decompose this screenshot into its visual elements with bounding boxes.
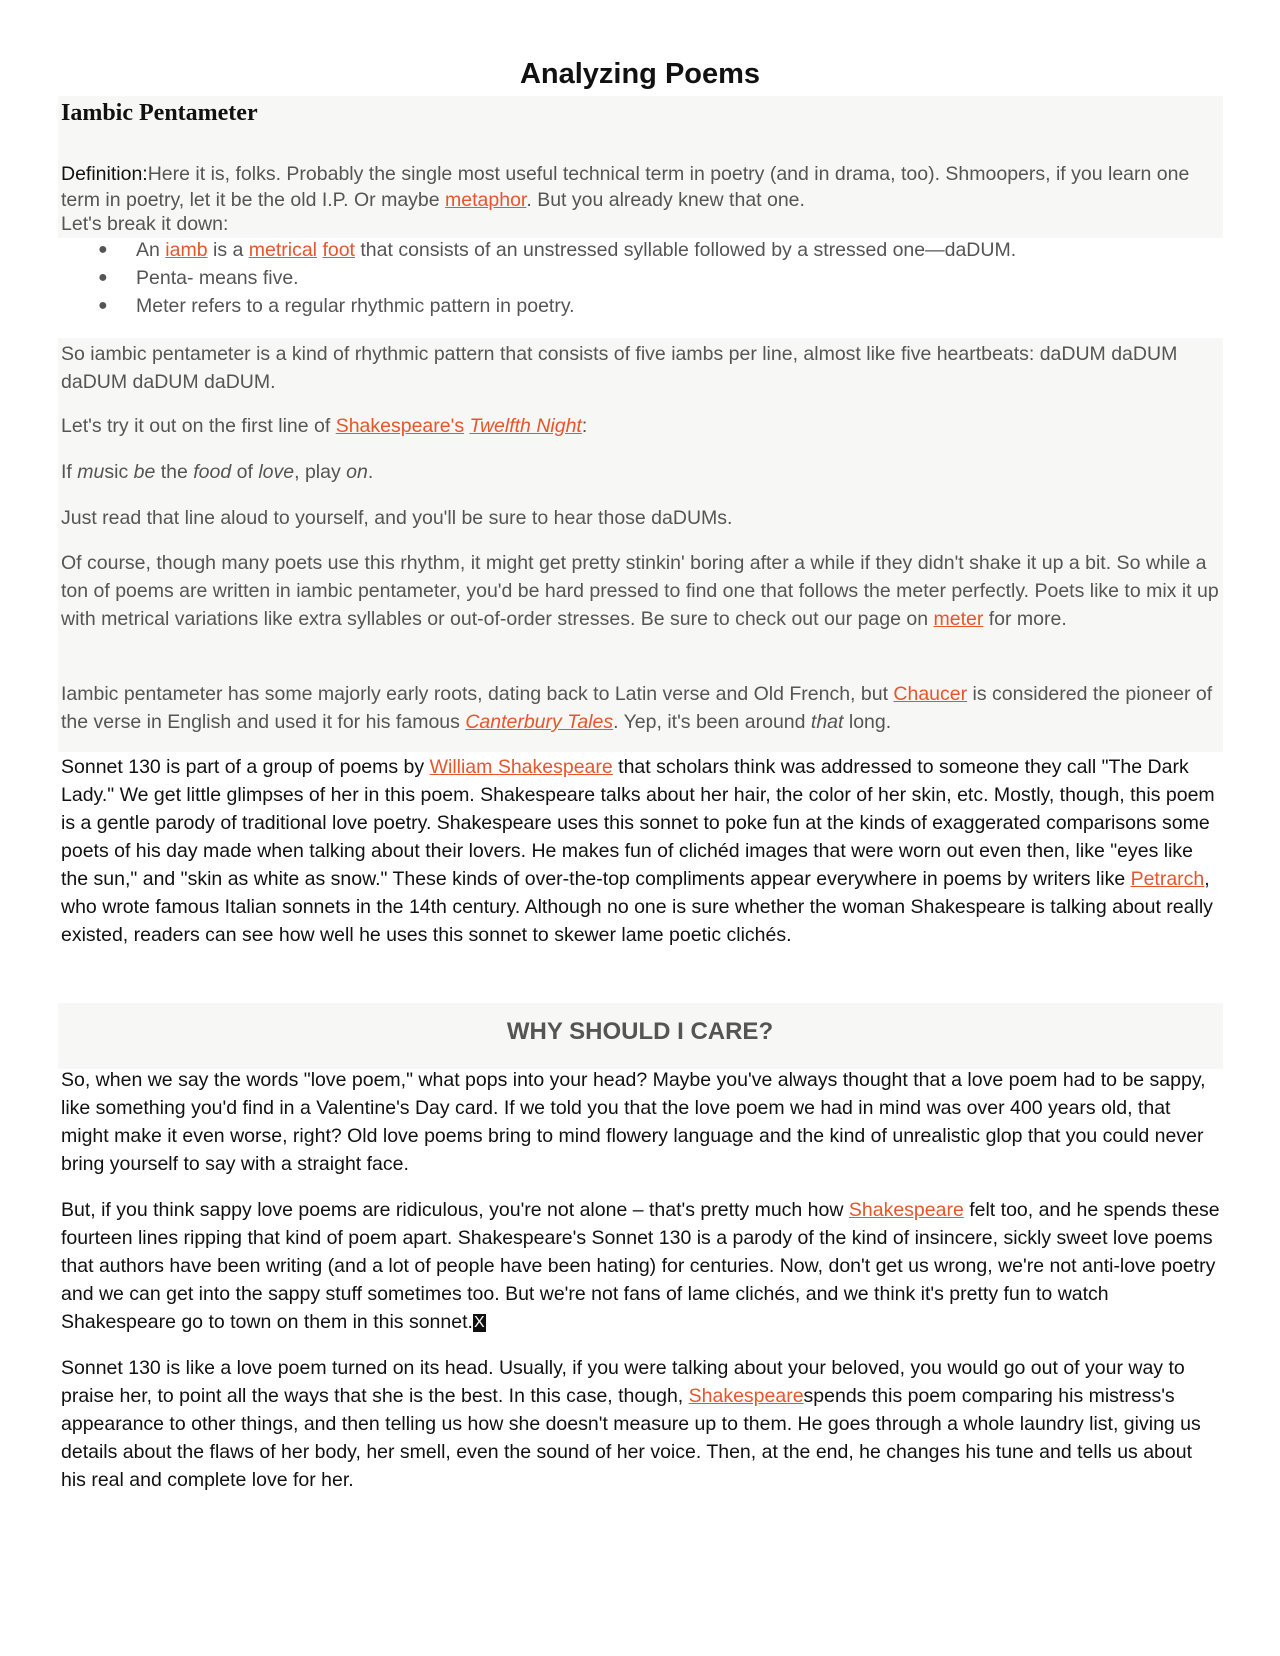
definition-label: Definition:	[61, 163, 148, 185]
stressed-syllable: be	[133, 461, 156, 483]
stressed-syllable: mu	[77, 461, 105, 483]
bullet-dot-icon: ●	[98, 269, 108, 286]
bullet-text: Meter refers to a regular rhythmic pattern in poetry.	[136, 295, 575, 317]
text: that scholars think was addressed to someone they call "The Dark Lady." We get little glimpses of her in this poem. Shakespeare talks about her hair, the color of her skin, etc. Mostly, though, this poem is a gentle parody of traditional love poetry. Shakespeare uses this sonnet to poke fun at the kinds of exaggerated comparisons some poets of his day made when talking about their lovers. He makes fun of clichéd images that were worn out even then, like "eyes like the sun," and "skin as white as snow." These kinds of over-the-top compliments appear everywhere in poems by writers like	[61, 756, 1215, 890]
text: :	[581, 415, 588, 437]
text: , play	[294, 461, 347, 483]
break-down-text: Let's break it down:	[61, 213, 229, 235]
bullet-dot-icon: ●	[98, 297, 108, 314]
paragraph-sappy	[61, 1196, 1221, 1336]
link-chaucer[interactable]: Chaucer	[893, 683, 968, 705]
text: long.	[843, 711, 892, 733]
text: But, if you think sappy love poems are ridiculous, you're not alone – that's pretty much how	[61, 1199, 849, 1221]
paragraph-head	[61, 1354, 1221, 1494]
text: spends this poem comparing his mistress's appearance to other things, and then telling us how she doesn't measure up to them. He goes through a whole laundry list, giving us details about the flaws of her body, her smell, even the sound of her voice. Then, at the end, he changes his tune and tells us about his real and complete love for her.	[61, 1385, 1201, 1491]
text: felt too, and he spends these fourteen lines ripping that kind of poem apart. Shakespeare's Sonnet 130 is a parody of the kind of insincere, sickly sweet love poems that authors have been writing (and a lot of people have been hating) for centuries. Now, don't get us wrong, we're not anti-love poetry and we can get into the sappy stuff sometimes too. But we're not fans of lame clichés, and we think it's pretty fun to watch Shakespeare go to town on them in this sonnet.	[61, 1199, 1220, 1333]
section-heading-why-care: WHY SHOULD I CARE?	[506, 1018, 774, 1045]
definition-text-end: . But you already knew that one.	[526, 189, 805, 211]
text: for more.	[983, 608, 1067, 630]
text-cursor: X	[473, 1313, 485, 1331]
text: Let's try it out on the first line of	[61, 415, 336, 437]
bullet-list	[61, 236, 1221, 320]
stressed-syllable: food	[193, 461, 232, 483]
bullet-text: is a	[207, 239, 249, 261]
text: If	[61, 461, 78, 483]
link-meter[interactable]: meter	[933, 608, 984, 630]
link-foot[interactable]: foot	[322, 239, 355, 261]
bullet-text: An	[136, 239, 166, 261]
text: .	[367, 461, 374, 483]
text: that	[810, 711, 844, 733]
text: . Yep, it's been around	[613, 711, 811, 733]
definition-text: Here it is, folks. Probably the single most useful technical term in poetry (and in drama, too). Shmoopers, if you learn one term in poetry, let it be the old I.P. Or maybe	[61, 163, 1190, 211]
link-petrarch[interactable]: Petrarch	[1130, 868, 1205, 890]
bullet-dot-icon: ●	[98, 241, 108, 258]
text: sic	[104, 461, 134, 483]
text: the	[155, 461, 194, 483]
link-william-shakespeare[interactable]: William Shakespeare	[429, 756, 613, 778]
list-item	[61, 264, 1221, 292]
poem-line	[61, 458, 1221, 486]
link-iamb[interactable]: iamb	[165, 239, 208, 261]
paragraph-try-it	[61, 412, 1221, 440]
text: of	[231, 461, 259, 483]
text: Of course, though many poets use this rhythm, it might get pretty stinkin' boring after a while if they didn't shake it up a bit. So while a ton of poems are written in iambic pentameter, you'd be hard pressed to find one that follows the meter perfectly. Poets like to mix it up with metrical variations like extra syllables or out-of-order stresses. Be sure to check out our page on	[61, 552, 1219, 630]
bullet-text: that consists of an unstressed syllable followed by a stressed one—daDUM.	[354, 239, 1017, 261]
text: Sonnet 130 is part of a group of poems by	[61, 756, 430, 778]
text: , who wrote famous Italian sonnets in the 14th century. Although no one is sure whether the woman Shakespeare is talking about really existed, readers can see how well he uses this sonnet to skewer lame poetic clichés.	[61, 868, 1213, 946]
text: Iambic pentameter has some majorly early roots, dating back to Latin verse and Old French, but	[61, 683, 894, 705]
text: Sonnet 130 is like a love poem turned on its head. Usually, if you were talking about your beloved, you would go out of your way to praise her, to point all the ways that she is the best. In this case, though,	[61, 1357, 1185, 1407]
stressed-syllable: on	[346, 461, 368, 483]
section-heading-iambic: Iambic Pentameter	[61, 100, 258, 126]
link-shakespeare-2[interactable]: Shakespeare	[688, 1385, 804, 1407]
bullet-text: Penta- means five.	[136, 267, 299, 289]
paragraph-read-aloud: Just read that line aloud to yourself, and you'll be sure to hear those daDUMs.	[61, 507, 733, 529]
paragraph-love-poem: So, when we say the words "love poem," what pops into your head? Maybe you've always thought that a love poem had to be sappy, like something you'd find in a Valentine's Day card. If we told you that the love poem we had in mind was over 400 years old, that might make it even worse, right? Old love poems bring to mind flowery language and the kind of unrealistic glop that you could never bring yourself to say with a straight face.	[61, 1069, 1206, 1175]
link-twelfth-night[interactable]: Twelfth Night	[469, 415, 582, 437]
link-metaphor[interactable]: metaphor	[445, 189, 527, 211]
list-item	[61, 292, 1221, 320]
definition-paragraph	[61, 161, 1221, 213]
page-title: Analyzing Poems	[519, 58, 761, 90]
link-shakespeares[interactable]: Shakespeare's	[335, 415, 465, 437]
link-metrical[interactable]: metrical	[248, 239, 318, 261]
paragraph-sonnet-130	[61, 753, 1221, 949]
link-canterbury-tales[interactable]: Canterbury Tales	[465, 711, 614, 733]
stressed-syllable: love	[258, 461, 295, 483]
paragraph-so-iambic: So iambic pentameter is a kind of rhythmic pattern that consists of five iambs per line, almost like five heartbeats: daDUM daDUM daDUM daDUM daDUM.	[61, 343, 1178, 393]
link-shakespeare[interactable]: Shakespeare	[848, 1199, 964, 1221]
paragraph-of-course	[61, 549, 1221, 633]
paragraph-roots	[61, 680, 1221, 736]
text: is considered the pioneer of the verse in English and used it for his famous	[61, 683, 1213, 733]
list-item	[61, 236, 1221, 264]
